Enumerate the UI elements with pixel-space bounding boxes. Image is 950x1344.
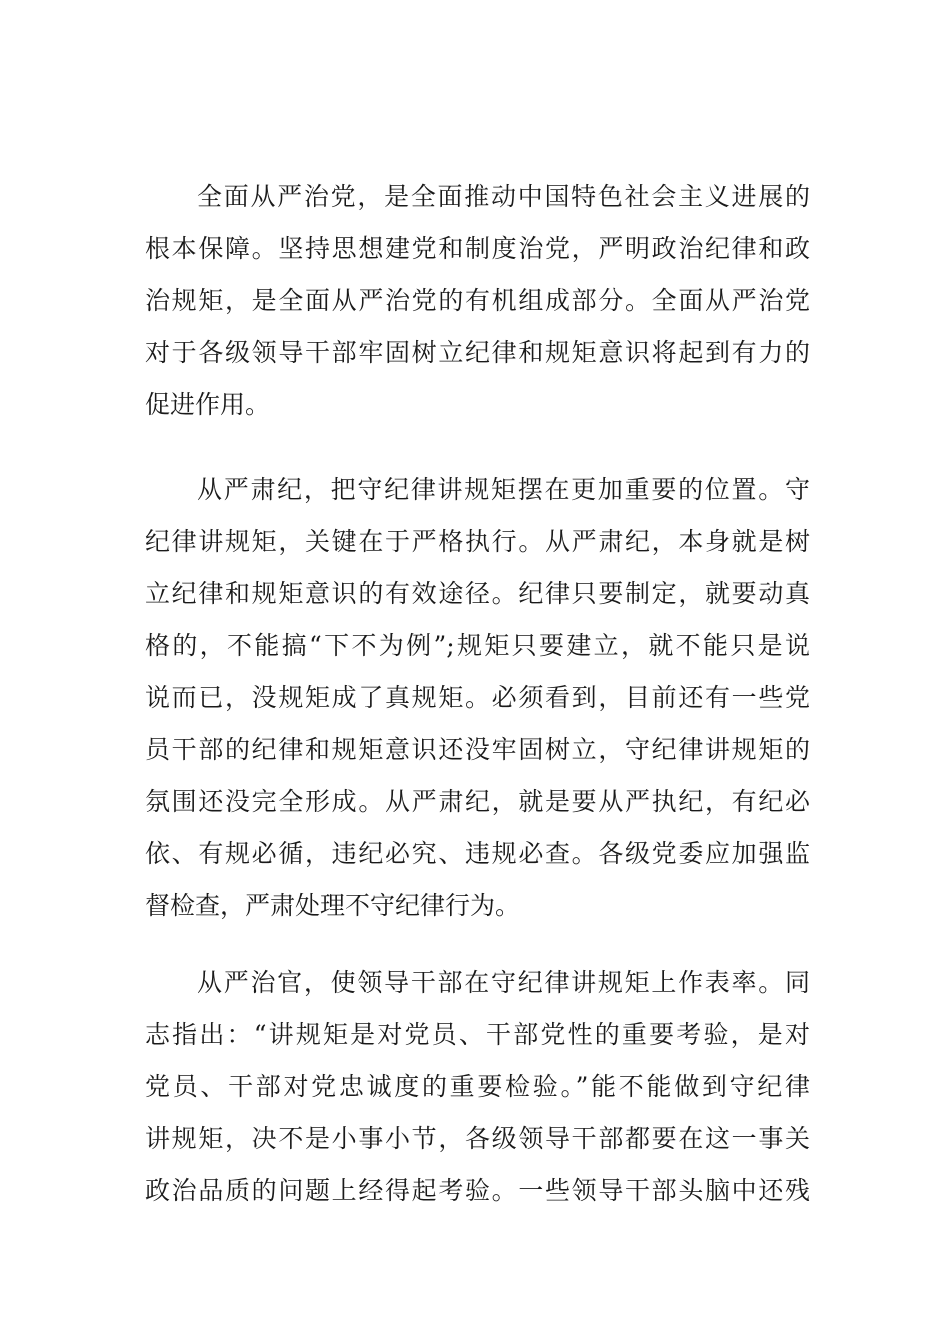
paragraph-line: 对于各级领导干部牢固树立纪律和规矩意识将起到有力的 bbox=[145, 338, 810, 367]
paragraph-line: 从严肃纪，把守纪律讲规矩摆在更加重要的位置。守 bbox=[197, 475, 810, 504]
paragraph-line: 从严治官，使领导干部在守纪律讲规矩上作表率。同 bbox=[197, 968, 810, 997]
paragraph-line: 氛围还没完全形成。从严肃纪，就是要从严执纪，有纪必 bbox=[145, 787, 810, 816]
paragraph-line: 依、有规必循，违纪必究、违规必查。各级党委应加强监 bbox=[145, 839, 810, 868]
paragraph-line: 督检查，严肃处理不守纪律行为。 bbox=[145, 891, 521, 920]
paragraph-line: 说而已，没规矩成了真规矩。必须看到，目前还有一些党 bbox=[145, 683, 810, 712]
paragraph-line: 纪律讲规矩，关键在于严格执行。从严肃纪，本身就是树 bbox=[145, 527, 810, 556]
paragraph-line: 讲规矩，决不是小事小节，各级领导干部都要在这一事关 bbox=[145, 1124, 810, 1153]
paragraph-line: 全面从严治党，是全面推动中国特色社会主义进展的 bbox=[197, 182, 810, 211]
paragraph-line: 立纪律和规矩意识的有效途径。纪律只要制定，就要动真 bbox=[145, 579, 810, 608]
paragraph-strict-party-governance bbox=[145, 171, 810, 431]
paragraph-line: 政治品质的问题上经得起考验。一些领导干部头脑中还残 bbox=[145, 1176, 810, 1205]
paragraph-strict-discipline bbox=[145, 464, 810, 932]
paragraph-line: 党员、干部对党忠诚度的重要检验。”能不能做到守纪律 bbox=[145, 1072, 810, 1101]
paragraph-line: 格的，不能搞“下不为例”;规矩只要建立，就不能只是说 bbox=[145, 631, 810, 660]
paragraph-line: 根本保障。坚持思想建党和制度治党，严明政治纪律和政 bbox=[145, 234, 810, 263]
paragraph-line: 员干部的纪律和规矩意识还没牢固树立，守纪律讲规矩的 bbox=[145, 735, 810, 764]
paragraph-strict-officials bbox=[145, 957, 810, 1217]
paragraph-line: 志指出：“讲规矩是对党员、干部党性的重要考验，是对 bbox=[145, 1020, 810, 1049]
paragraph-line: 治规矩，是全面从严治党的有机组成部分。全面从严治党 bbox=[145, 286, 810, 315]
paragraph-line: 促进作用。 bbox=[145, 390, 271, 419]
